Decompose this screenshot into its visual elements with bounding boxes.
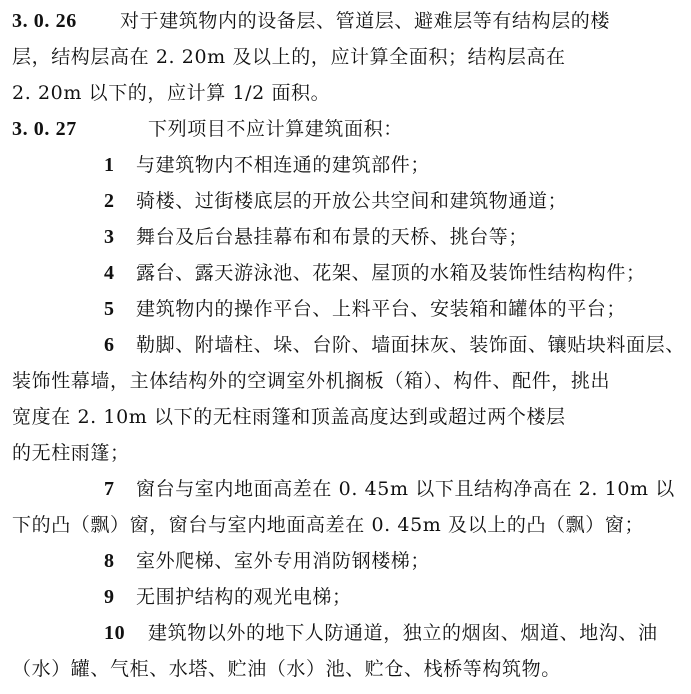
list-item-text: 装饰性幕墙，主体结构外的空调室外机搁板（箱）、构件、配件，挑出 [12,370,611,392]
list-item-number: 3 [104,226,115,248]
list-item-number: 7 [104,478,115,500]
clause-3-0-27-intro [0,114,691,144]
list-item-text: 骑楼、过街楼底层的开放公共空间和建筑物通道； [136,190,568,212]
list-item-text: （水）罐、气柜、水塔、贮油（水）池、贮仓、栈桥等构筑物。 [12,658,561,680]
list-item-text: 勒脚、附墙柱、垛、台阶、墙面抹灰、装饰面、镶贴块料面层、 [136,334,685,356]
list-item-1 [0,150,691,180]
list-item-number: 6 [104,334,115,356]
list-item-10 [0,618,691,648]
list-item-6-cont-2 [0,402,691,432]
list-item-number: 10 [104,622,126,644]
clause-3-0-26-line-2 [0,42,691,72]
list-item-8 [0,546,691,576]
list-item-5 [0,294,691,324]
clause-text: 2. 20m 以下的，应计算 1/2 面积。 [12,82,331,104]
list-item-number: 5 [104,298,115,320]
list-item-text: 宽度在 2. 10m 以下的无柱雨篷和顶盖高度达到或超过两个楼层 [12,406,566,428]
list-item-number: 1 [104,154,115,176]
list-item-number: 4 [104,262,115,284]
list-item-text: 无围护结构的观光电梯； [136,586,352,608]
list-item-number: 2 [104,190,115,212]
clause-text: 层，结构层高在 2. 20m 及以上的，应计算全面积；结构层高在 [12,46,566,68]
list-item-6 [0,330,691,360]
list-item-2 [0,186,691,216]
clause-3-0-26-line-1 [0,6,691,36]
list-item-text: 与建筑物内不相连通的建筑部件； [136,154,431,176]
clause-number: 3. 0. 27 [12,118,77,140]
list-item-text: 下的凸（飘）窗，窗台与室内地面高差在 0. 45m 及以上的凸（飘）窗； [12,514,645,536]
list-item-text: 露台、露天游泳池、花架、屋顶的水箱及装饰性结构构件； [136,262,646,284]
list-item-10-cont-1 [0,654,691,684]
list-item-4 [0,258,691,288]
clause-text: 对于建筑物内的设备层、管道层、避难层等有结构层的楼 [120,10,611,32]
list-item-text: 室外爬梯、室外专用消防钢楼梯； [136,550,431,572]
list-item-text: 建筑物以外的地下人防通道，独立的烟囱、烟道、地沟、油 [148,622,658,644]
list-item-6-cont-3 [0,438,691,468]
list-item-text: 窗台与室内地面高差在 0. 45m 以下且结构净高在 2. 10m 以 [136,478,675,500]
list-item-7 [0,474,691,504]
clause-number: 3. 0. 26 [12,10,77,32]
list-item-number: 8 [104,550,115,572]
list-item-9 [0,582,691,612]
clause-text: 下列项目不应计算建筑面积： [148,118,403,140]
list-item-text: 舞台及后台悬挂幕布和布景的天桥、挑台等； [136,226,529,248]
list-item-7-cont-1 [0,510,691,540]
list-item-text: 建筑物内的操作平台、上料平台、安装箱和罐体的平台； [136,298,627,320]
clause-3-0-26-line-3 [0,78,691,108]
list-item-number: 9 [104,586,115,608]
list-item-6-cont-1 [0,366,691,396]
list-item-3 [0,222,691,252]
list-item-text: 的无柱雨篷； [12,442,130,464]
